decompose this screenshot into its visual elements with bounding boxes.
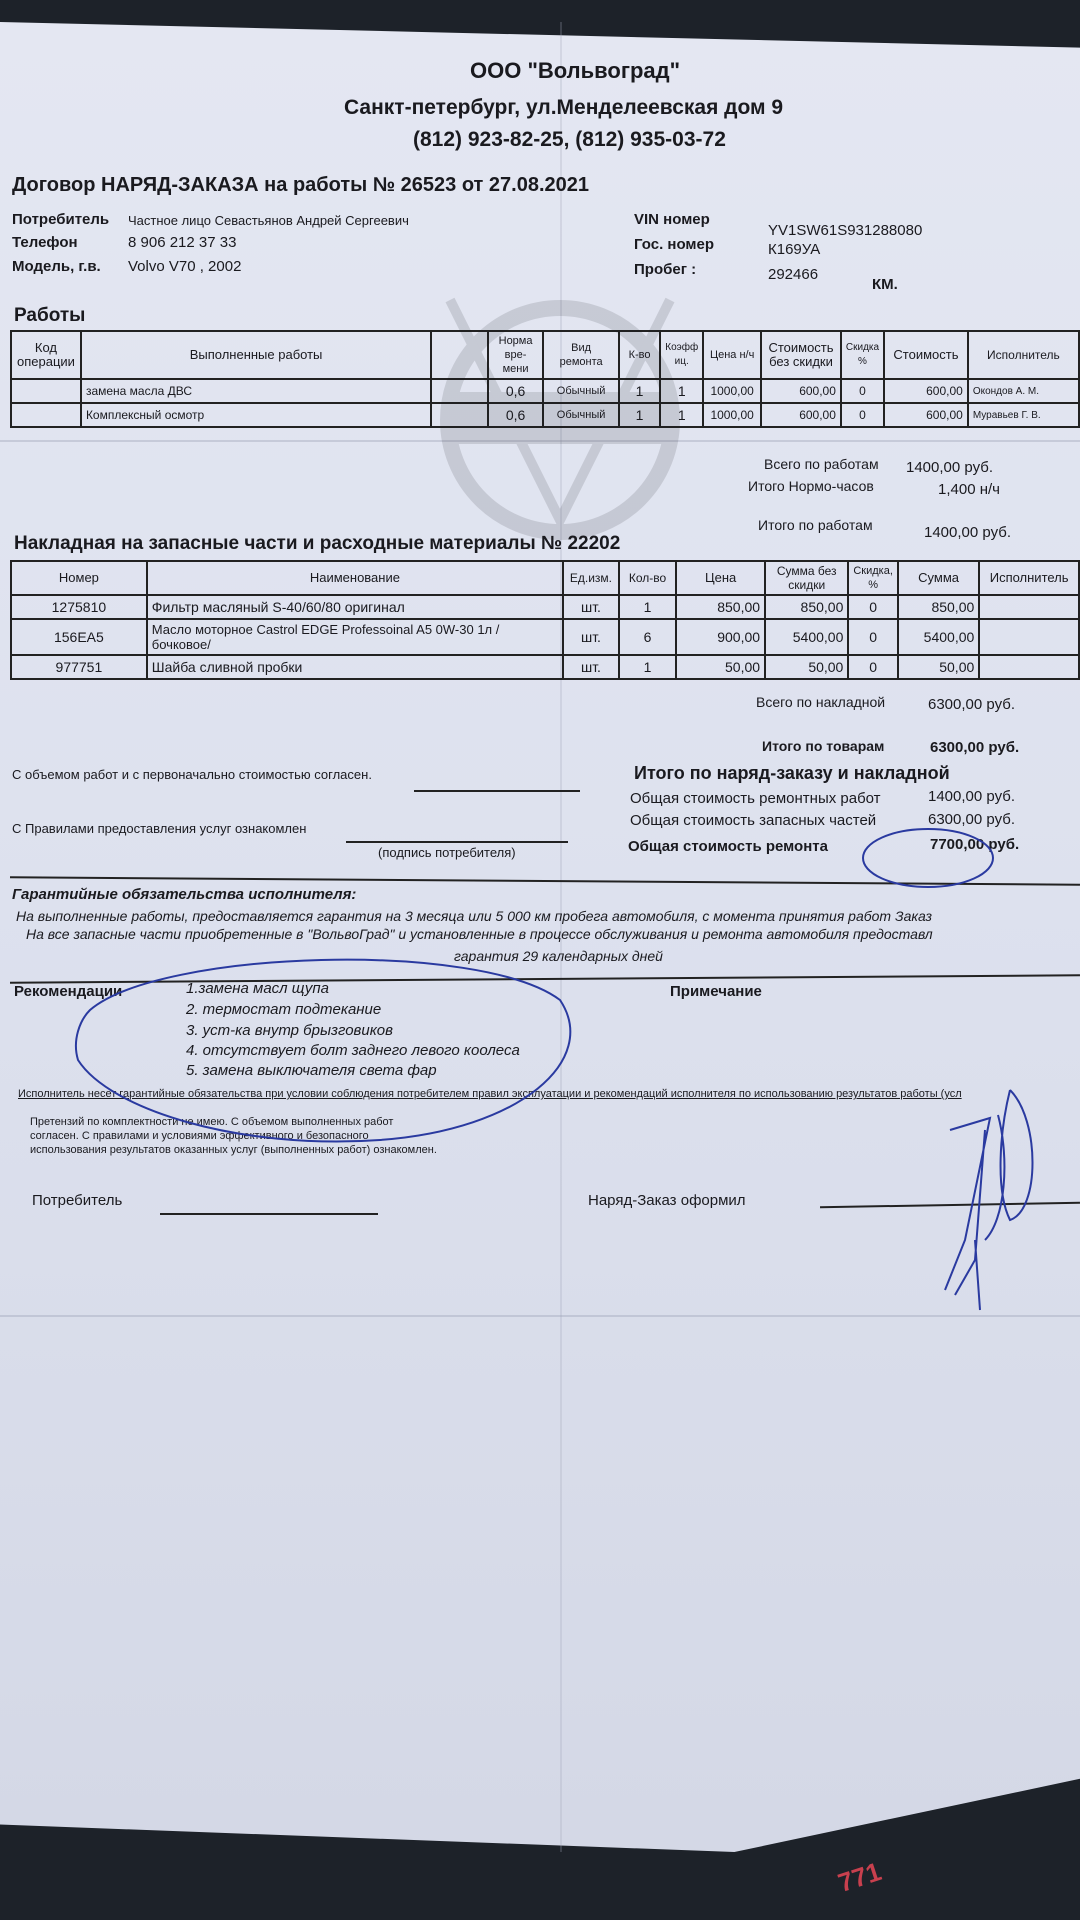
cell: 0: [841, 379, 884, 403]
cell: 1: [619, 595, 676, 619]
cell: 1275810: [11, 595, 147, 619]
cell: 5400,00: [898, 619, 979, 655]
cell: 900,00: [676, 619, 765, 655]
cell: 1: [619, 403, 660, 427]
cell: [979, 619, 1079, 655]
parts-total-value: 6300,00 руб.: [928, 696, 1015, 713]
mileage-unit: КМ.: [872, 276, 898, 293]
cell: замена масла ДВС: [81, 379, 431, 403]
cell: [11, 403, 81, 427]
works-hours-value: 1,400 н/ч: [938, 481, 1000, 498]
cell: 977751: [11, 655, 147, 679]
cell: 0,6: [488, 379, 544, 403]
parts-col-executor: Исполнитель: [979, 561, 1079, 595]
works-col-name: Выполненные работы: [81, 331, 431, 379]
warranty-line-1: На выполненные работы, предоставляется гарантия на 3 месяца или 5 000 км пробега автомобиля, с момента принятия работ Заказ: [16, 908, 932, 924]
recommendation-item: 1.замена масл щупа: [186, 980, 329, 997]
works-hours-label: Итого Нормо-часов: [748, 478, 874, 494]
company-phones: (812) 923-82-25, (812) 935-03-72: [413, 128, 726, 151]
cell: Масло моторное Castrol EDGE Professoinal A5 0W-30 1л /бочковое/: [147, 619, 563, 655]
cell: 50,00: [676, 655, 765, 679]
model-label: Модель, г.в.: [12, 258, 101, 275]
rules-ack: С Правилами предоставления услуг ознакомлен: [12, 821, 307, 836]
parts-goods-label: Итого по товарам: [762, 738, 885, 754]
consumer-label: Потребитель: [12, 211, 110, 228]
warranty-line-2: На все запасные части приобретенные в "ВольвоГрад" и установленные в процессе обслуживания и ремонта автомобиля предоставл: [26, 926, 933, 942]
works-col-norm: Норма вре-мени: [488, 331, 544, 379]
works-total-label: Всего по работам: [764, 456, 879, 472]
parts-col-sum-raw: Сумма без скидки: [765, 561, 848, 595]
parts-goods-value: 6300,00 руб.: [930, 739, 1020, 756]
table-row: [11, 595, 1079, 619]
works-col-qty: К-во: [619, 331, 660, 379]
total-cost-label: Общая стоимость ремонта: [628, 838, 828, 855]
plate-label: Гос. номер: [634, 236, 715, 253]
company-address: Санкт-петербург, ул.Менделеевская дом 9: [344, 96, 784, 119]
recommendation-item: 5. замена выключателя света фар: [186, 1062, 437, 1079]
works-table: [10, 330, 1080, 428]
cell: 5400,00: [765, 619, 848, 655]
conditions-text: Исполнитель несет гарантийные обязательства при условии соблюдения потребителем правил эксплуатации и рекомендаций исполнителя по использованию результатов работы (усл: [18, 1088, 962, 1100]
works-col-executor: Исполнитель: [968, 331, 1079, 379]
works-col-cost-raw: Стоимость без скидки: [761, 331, 841, 379]
table-row: [11, 655, 1079, 679]
order-title: [12, 174, 589, 197]
recommendations-label: Рекомендации: [14, 983, 123, 1000]
works-col-rate: Цена н/ч: [703, 331, 761, 379]
recommendation-item: 4. отсутствует болт заднего левого коолеса: [186, 1042, 520, 1059]
mileage-value: 292466: [768, 266, 819, 283]
works-header-row: [11, 331, 1079, 379]
parts-heading-text: Накладная на запасные части и расходные материалы №: [14, 533, 563, 554]
works-itogo-label: Итого по работам: [758, 517, 873, 533]
model-value: Volvo V70 , 2002: [128, 258, 242, 275]
total-cost-value: 7700,00 руб.: [930, 836, 1020, 853]
paper-fold: [0, 1315, 1080, 1317]
mileage-label: Пробег :: [634, 261, 697, 278]
parts-col-price: Цена: [676, 561, 765, 595]
cell: Окондов А. М.: [968, 379, 1079, 403]
parts-col-qty: Кол-во: [619, 561, 676, 595]
cell: Обычный: [543, 403, 618, 427]
parts-header-row: [11, 561, 1079, 595]
cell: 1000,00: [703, 403, 761, 427]
claims-line-1: Претензий по комплектности не имею. С объемом выполненных работ: [30, 1116, 394, 1128]
parts-col-sum: Сумма: [898, 561, 979, 595]
cell: шт.: [563, 595, 619, 619]
cell: 156EA5: [11, 619, 147, 655]
cell: 600,00: [761, 379, 841, 403]
parts-total-label: Всего по накладной: [756, 694, 886, 710]
order-title-prefix: Договор НАРЯД-ЗАКАЗА на работы №: [12, 174, 396, 196]
table-row: [11, 619, 1079, 655]
consumer-signature-label: Потребитель: [32, 1192, 123, 1209]
cell: 850,00: [765, 595, 848, 619]
cell: 1000,00: [703, 379, 761, 403]
parts-table: [10, 560, 1080, 680]
cell: Муравьев Г. В.: [968, 403, 1079, 427]
parts-col-number: Номер: [11, 561, 147, 595]
works-col-coef: Коэфф иц.: [660, 331, 703, 379]
works-itogo-value: 1400,00 руб.: [924, 524, 1011, 541]
cell: 0: [848, 595, 898, 619]
vin-value: YV1SW61S931288080: [768, 222, 923, 239]
works-col-code: Код операции: [11, 331, 81, 379]
summary-heading: Итого по наряд-заказу и накладной: [634, 763, 950, 783]
cell: 0,6: [488, 403, 544, 427]
parts-number: 22202: [567, 533, 621, 554]
cell: 0: [848, 619, 898, 655]
cell: 0: [848, 655, 898, 679]
cell: 850,00: [676, 595, 765, 619]
issuer-signature-label: Наряд-Заказ оформил: [588, 1192, 746, 1209]
recommendation-item: 3. уст-ка внутр брызговиков: [186, 1022, 393, 1039]
works-heading: Работы: [14, 305, 86, 326]
signature-line: [160, 1213, 378, 1215]
cell: [11, 379, 81, 403]
cell: Обычный: [543, 379, 618, 403]
cell: 1: [619, 655, 676, 679]
parts-col-unit: Ед.изм.: [563, 561, 619, 595]
works-total-value: 1400,00 руб.: [906, 459, 993, 476]
vin-label: VIN номер: [634, 211, 710, 228]
order-number: 26523: [400, 174, 457, 196]
table-row: [11, 379, 1079, 403]
signature-line: [346, 841, 568, 843]
works-col-discount: Скидка %: [841, 331, 884, 379]
cell: [979, 595, 1079, 619]
claims-line-2: согласен. С правилами и условиями эффективного и безопасного: [30, 1130, 369, 1142]
cell: Шайба сливной пробки: [147, 655, 563, 679]
cell: 6: [619, 619, 676, 655]
plate-value: К169УА: [768, 241, 821, 258]
agree-scope: С объемом работ и с первоначально стоимостью согласен.: [12, 767, 372, 782]
parts-cost-label: Общая стоимость запасных частей: [630, 812, 877, 829]
cell: 600,00: [761, 403, 841, 427]
signature-caption: (подпись потребителя): [378, 845, 516, 860]
recommendation-item: 2. термостат подтекание: [186, 1001, 382, 1018]
cell: [431, 379, 488, 403]
paper-fold: [0, 440, 1080, 442]
phone-label: Телефон: [12, 234, 78, 251]
repair-cost-label: Общая стоимость ремонтных работ: [630, 790, 881, 807]
corner-label-text: 771: [834, 1856, 885, 1898]
cell: 1: [619, 379, 660, 403]
consumer-value: Частное лицо Севастьянов Андрей Сергеевич: [128, 213, 409, 228]
warranty-line-3: гарантия 29 календарных дней: [454, 948, 663, 964]
cell: [431, 403, 488, 427]
company-name: ООО "Вольвоград": [470, 58, 681, 83]
cell: [979, 655, 1079, 679]
cell: 850,00: [898, 595, 979, 619]
warranty-heading: Гарантийные обязательства исполнителя:: [12, 886, 357, 903]
parts-heading: [14, 533, 620, 555]
repair-cost-value: 1400,00 руб.: [928, 788, 1015, 805]
parts-col-discount: Скидка, %: [848, 561, 898, 595]
works-col-blank: [431, 331, 488, 379]
cell: 0: [841, 403, 884, 427]
cell: 50,00: [765, 655, 848, 679]
cell: 600,00: [884, 403, 968, 427]
works-col-cost: Стоимость: [884, 331, 968, 379]
order-date: 27.08.2021: [488, 174, 590, 196]
cell: 1: [660, 403, 703, 427]
works-col-type: Вид ремонта: [543, 331, 618, 379]
cell: 1: [660, 379, 703, 403]
cell: 600,00: [884, 379, 968, 403]
cell: шт.: [563, 655, 619, 679]
cell: Комплексный осмотр: [81, 403, 431, 427]
signature-line: [414, 790, 580, 792]
phone-value: 8 906 212 37 33: [128, 234, 237, 251]
parts-col-name: Наименование: [147, 561, 563, 595]
order-date-prefix: от: [461, 174, 484, 196]
claims-line-3: использования результатов оказанных услуг (выполненных работ) ознакомлен.: [30, 1144, 437, 1156]
note-label: Примечание: [670, 983, 762, 1000]
parts-cost-value: 6300,00 руб.: [928, 811, 1015, 828]
cell: 50,00: [898, 655, 979, 679]
cell: Фильтр масляный S-40/60/80 оригинал: [147, 595, 563, 619]
cell: шт.: [563, 619, 619, 655]
table-row: [11, 403, 1079, 427]
